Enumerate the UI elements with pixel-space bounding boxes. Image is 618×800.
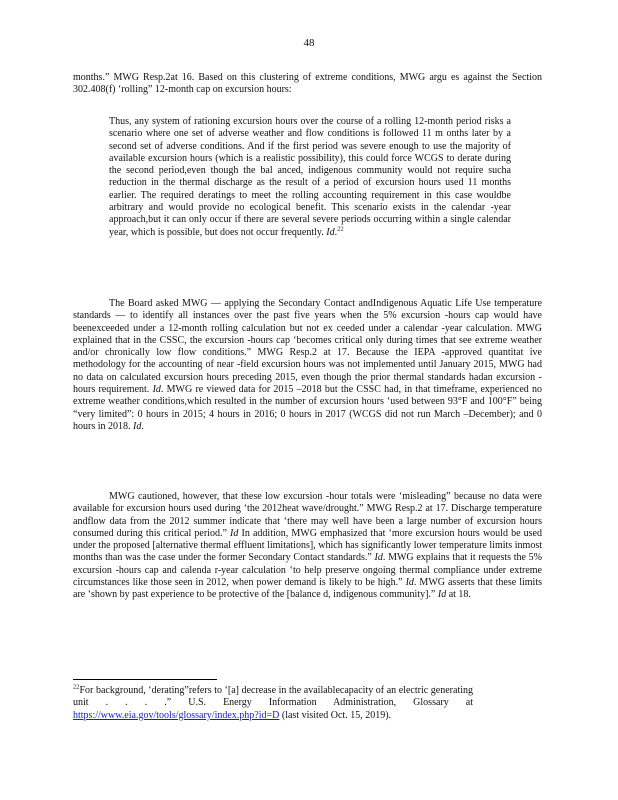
paragraph-mwg-cautioned-c: . MWG explains that it requests the 5% excursion -hours cap and calenda r-year calculation ‘to help preserve ongoing thermal compliance under extreme circumstances like those seen in 2012, when power demand is likely to be high.” [73, 552, 542, 589]
paragraph-mwg-cautioned [73, 491, 542, 602]
block-quote-cite: Id [326, 226, 335, 238]
page-number: 48 [303, 37, 315, 49]
footnote-number: 22 [73, 683, 80, 691]
footnote-visited: (last visited Oct. 15, 2019). [281, 709, 392, 721]
footnote-ref[interactable]: 22 [337, 225, 344, 233]
paragraph-board-asked-a: The Board asked MWG — applying the Secondary Contact andIndigenous Aquatic Life Use temperature standards — to identify all instances over the past five years when the 5% excursion -hours cap would have beenexceeded under a 12-month rolling calculation but not ex ceeded under a calendar -year calculation. MWG explained that in the CSSC, the excursion -hours cap ‘becomes critical only during times that see extreme weather and/or chronically low flow conditions.” MWG Resp.2 at 17. Because the IEPA -approved quantitat ive methodology for the accounting of near -field excursion hours was not implemented until January 2015, MWG had no data on calculated excursion hours preceding 2015, even though the prior thermal standards hadan excursion -hours requirement. [73, 298, 542, 396]
paragraph-mwg-cautioned-e: at 18. [448, 589, 471, 601]
citation-id: Id [437, 589, 447, 601]
paragraph-intro: months.” MWG Resp.2at 16. Based on this clustering of extreme conditions, MWG argu es against the Section 302.408(f) ‘rolling” 12-month cap on excursion hours: [73, 72, 542, 96]
citation-id: Id [405, 577, 414, 589]
paragraph-board-asked-b: . MWG re viewed data for 2015 –2018 but the CSSC had, in that timeframe, experienced no extreme weather conditions,which resulted in the number of excursion hours ‘used between 93°F and 100°F” being “very limited”: 0 hours in 2015; 4 hours in 2016; 0 hours in 2017 (WCGS did not run March –December); and 0 hours in 2018. [73, 384, 543, 432]
citation-id: Id [230, 527, 239, 539]
paragraph-mwg-cautioned-d: . MWG asserts that these limits are ‘shown by past experience to be protective of the [balance d, indigenous community].” [73, 577, 542, 601]
footnote [73, 685, 473, 722]
citation-id: Id [374, 552, 383, 564]
footnote-divider [73, 679, 217, 680]
paragraph-mwg-cautioned-b: In addition, MWG emphasized that ‘more excursion hours would be used under the proposed [alternative thermal effluent limitations], which has significantly lower temperature limits inmost months than was the case under the former Secondary Contact standards.” [73, 527, 542, 564]
block-quote-text: Thus, any system of rationing excursion hours over the course of a rolling 12-month period risks a scenario where one set of adverse weather and flow conditions is followed 11 m onths later by a second set of adverse conditions. And if the first period was severe enough to use the majority of available excursion hours (which is a realistic possibility), this could force WCGS to derate during the second period,even though the bal anced, indigenous community would not require sucha reduction in the thermal discharge as the result of a period of excursion hours used 11 months earlier. The required deratings to meet the rolling accounting requirement in this case wouldbe arbitrary and would provide no ecological benefit. This scenario exists in the calendar -year approach,but it can only occur if there are several severe periods occurring within a single calendar year, which is possible, but does not occur frequently. [109, 116, 511, 238]
citation-id: Id [133, 420, 142, 432]
paragraph-board-asked: The Board asked MWG — applying the Secondary Contact andIndigenous Aquatic Life Use temperature standards — to identify all instances over the past five years when the 5% excursion -hours cap would have beenexceeded under a 12-month rolling calculation but not ex ceeded under a calendar -year calculation. MWG explained that in the CSSC, the excursion -hours cap ‘becomes critical only during times that see extreme weather and/or chronically low flow conditions.” MWG Resp.2 at 17. Because the IEPA -approved quantitat ive methodology for the accounting of near -field excursion hours was not implemented until January 2015, MWG had no data on calculated excursion hours preceding 2015, even though the prior thermal standards hadan excursion -hours requirement. Id. MWG re viewed data for 2015 –2018 but the CSSC had, in that timeframe, experienced no extreme weather conditions,which resulted in the number of excursion hours ‘used between 93°F and 100°F” being “very limited”: 0 hours in 2015; 4 hours in 2016; 0 hours in 2017 (WCGS did not run March –December); and 0 hours in 2018. Id. [73, 298, 543, 432]
block-quote: Thus, any system of rationing excursion hours over the course of a rolling 12-month period risks a scenario where one set of adverse weather and flow conditions is followed 11 m onths later by a second set of adverse conditions. And if the first period was severe enough to use the majority of available excursion hours (which is a realistic possibility), this could force WCGS to derate during the second period,even though the bal anced, indigenous community would not require sucha reduction in the thermal discharge as the result of a period of excursion hours used 11 months earlier. The required deratings to meet the rolling accounting requirement in this case wouldbe arbitrary and would provide no ecological benefit. This scenario exists in the calendar -year approach,but it can only occur if there are several severe periods occurring within a single calendar year, which is possible, but does not occur frequently. Id.$^{22}$ [109, 116, 511, 238]
footnote-text: For background, ‘derating”refers to ‘[a] decrease in the availablecapacity of an electric generating unit . . . .” U.S. Energy Information Administration, Glossary at [73, 685, 473, 709]
citation-id: Id [152, 384, 161, 396]
paragraph-mwg-cautioned-a: MWG cautioned, however, that these low excursion -hour totals were ‘misleading” because no data were available for excursion hours used during ‘the 2012heat wave/drought.” MWG Resp.2 at 17. Discharge temperature andflow data from the 2012 summer indicate that ‘there may well have been a large number of excursion hours consumed during this critical period.” [73, 491, 542, 539]
glossary-link[interactable]: https://www.eia.gov/tools/glossary/index.php?id=D [73, 709, 280, 721]
